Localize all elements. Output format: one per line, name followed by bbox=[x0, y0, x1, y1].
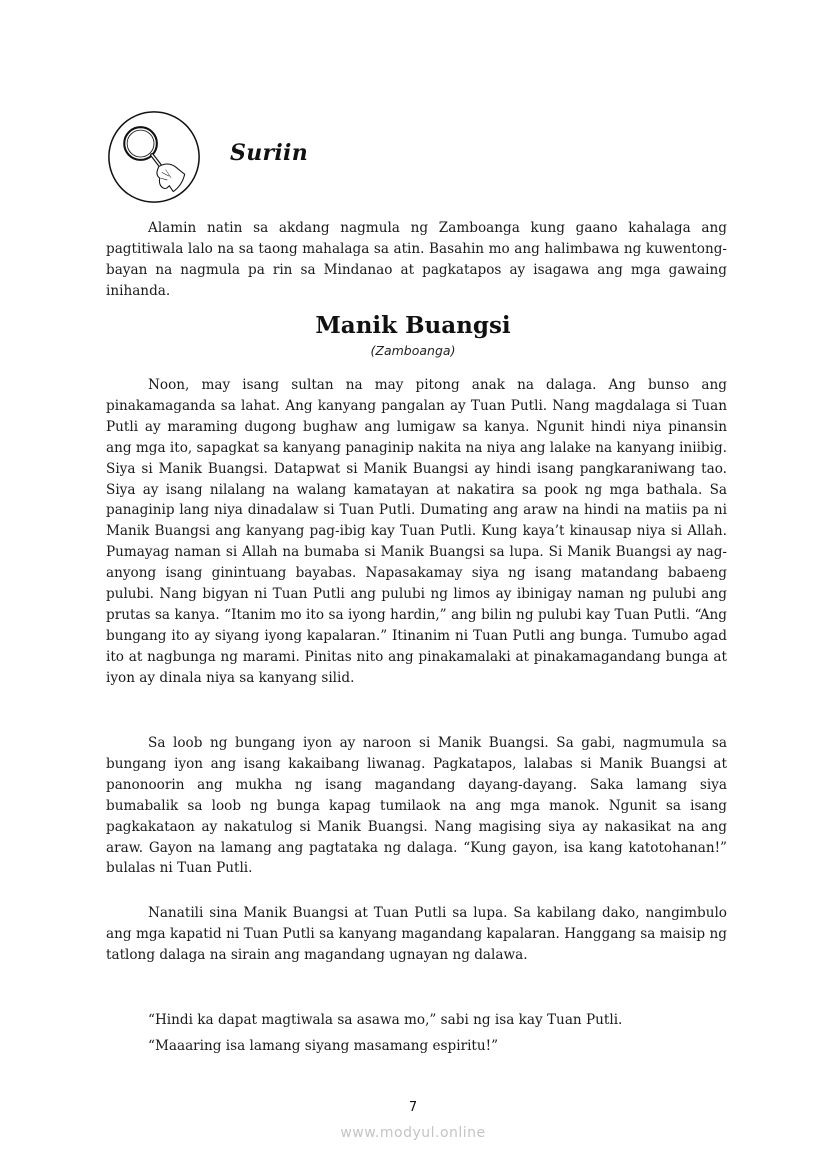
story-paragraph-2: Sa loob ng bungang iyon ay naroon si Manik Buangsi. Sa gabi, nagmumula sa bungang iyon ang isang kakaibang liwanag. Pagkatapos, lalabas si Manik Buangsi at panonoorin ang mukha ng isang magandang dayang-dayang. Saka lamang siya bumabalik sa loob ng bunga kapag tumilaok na ang mga manok. Ngunit sa isang pagkakataon ay nakatulog si Manik Buangsi. Nang magising siya ay nakasikat na ang araw. Gayon na lamang ang pagtataka ng dalaga. “Kung gayon, isa kang katotohanan!” bulalas ni Tuan Putli. bbox=[106, 735, 727, 877]
page-number: 7 bbox=[408, 1100, 418, 1115]
story-paragraph-1: Noon, may isang sultan na may pitong anak na dalaga. Ang bunso ang pinakamaganda sa lahat. Ang kanyang pangalan ay Tuan Putli. Nang magdalaga si Tuan Putli ay maraming dugong bughaw ang lumigaw sa kanya. Ngunit hindi niya pinansin ang mga ito, sapagkat sa kanyang panaginip nakita na niya ang lalake na kanyang iniibig. Siya si Manik Buangsi. Datapwat si Manik Buangsi ay hindi isang pangkaraniwang tao. Siya ay isang nilalang na walang kamatayan at nakatira sa pook ng mga bathala. Sa panaginip lang niya dinadalaw si Tuan Putli. Dumating ang araw na hindi na matiis pa ni Manik Buangsi ang kanyang pag-ibig kay Tuan Putli. Kung kaya’t kinausap niya si Allah. Pumayag naman si Allah na bumaba si Manik Buangsi sa lupa. Si Manik Buangsi ay nag-anyong isang ginintuang bayabas. Napasakamay siya ng isang matandang babaeng pulubi. Nang bigyan ni Tuan Putli ang pulubi ng limos ay ibinigay naman ng pulubi ang prutas sa kanya. “Itanim mo ito sa iyong hardin,” ang bilin ng pulubi kay Tuan Putli. “Ang bungang ito ay siyang iyong kapalaran.” Itinanim ni Tuan Putli ang bunga. Tumubo agad ito at nagbunga ng marami. Pinitas nito ang pinakamalaki at pinakamagandang bunga at iyon ay dinala niya sa kanyang silid. bbox=[106, 377, 727, 686]
dialogue-line-1: “Hindi ka dapat magtiwala sa asawa mo,” sabi ng isa kay Tuan Putli. bbox=[148, 1012, 623, 1028]
story-paragraph-3: Nanatili sina Manik Buangsi at Tuan Putli sa lupa. Sa kabilang dako, nangimbulo ang mga kapatid ni Tuan Putli sa kanyang magandang kapalaran. Hanggang sa maisip ng tatlong dalaga na sirain ang magandang ugnayan ng dalawa. bbox=[106, 905, 727, 963]
intro-paragraph: Alamin natin sa akdang nagmula ng Zamboanga kung gaano kahalaga ang pagtitiwala lalo na sa taong mahalaga sa atin. Basahin mo ang halimbawa ng kuwentong-bayan na nagmula pa rin sa Mindanao at pagkatapos ay isagawa ang mga gawaing inihanda. bbox=[106, 220, 727, 299]
story-origin: (Zamboanga) bbox=[370, 343, 456, 358]
section-title: Suriin bbox=[230, 140, 308, 166]
magnifying-glass-hand-icon bbox=[106, 109, 202, 205]
dialogue-line-2: “Maaaring isa lamang siyang masamang espiritu!” bbox=[148, 1038, 499, 1054]
section-icon-container bbox=[106, 107, 202, 207]
story-title: Manik Buangsi bbox=[315, 312, 511, 339]
watermark: www.modyul.online bbox=[340, 1125, 486, 1141]
